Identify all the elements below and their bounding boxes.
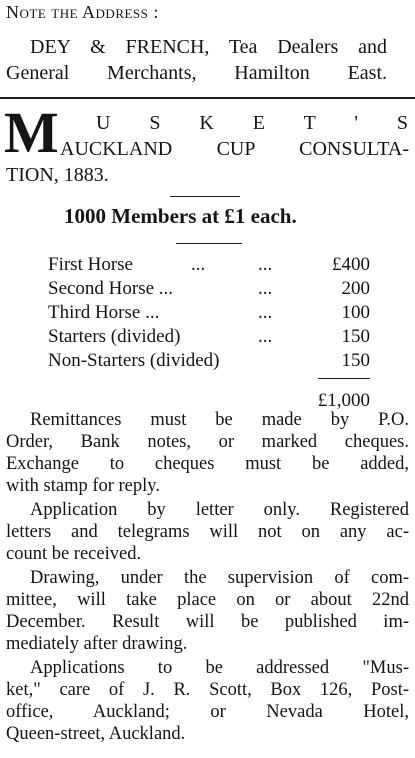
text-line: Order, Bank notes, or marked cheques. [6, 432, 409, 452]
notice-heading: Note the Address : [6, 2, 159, 22]
prize-label: Non-Starters (divided) [48, 350, 220, 371]
prize-value: 100 [341, 302, 370, 323]
title-line-3: TION, 1883. [6, 164, 109, 186]
title-line-2: AUCKLAND CUP CONSULTA- [60, 138, 409, 160]
divider-short-1 [170, 196, 240, 197]
notice-line-2: General Merchants, Hamilton East. [6, 62, 387, 84]
text-line: mittee, will take place on or about 22nd [6, 590, 409, 610]
prize-row [0, 326, 415, 348]
prize-dots: ... [258, 326, 273, 347]
prize-dots: ... [191, 254, 206, 275]
text-line: letters and telegrams will not on any ac- [6, 522, 409, 542]
text-line: Queen-street, Auckland. [6, 724, 186, 744]
prize-row [0, 350, 415, 372]
text-line: Drawing, under the supervision of com- [30, 568, 409, 588]
text-line: Applications to be addressed "Mus- [30, 658, 409, 678]
text-line: Exchange to cheques must be added, [6, 454, 409, 474]
title-spaced: U S K E T ' S [96, 112, 409, 134]
prize-row [0, 254, 415, 276]
notice-line-1: DEY & FRENCH, Tea Dealers and [30, 36, 387, 58]
prize-value: 150 [341, 326, 370, 347]
prize-dots: ... [258, 254, 273, 275]
divider-top [0, 97, 415, 99]
prize-dots: ... [258, 278, 273, 299]
text-line: December. Result will be published im- [6, 612, 409, 632]
drop-cap: M [4, 100, 59, 165]
prize-row [0, 278, 415, 300]
paragraph-application [0, 500, 415, 570]
paragraph-remittance [0, 410, 415, 502]
prize-value: 150 [341, 350, 370, 371]
members-line: 1000 Members at £1 each. [64, 204, 297, 228]
prize-label: Second Horse ... [48, 278, 174, 299]
divider-short-2 [176, 243, 242, 244]
text-line: mediately after drawing. [6, 634, 188, 654]
prize-dots: ... [258, 302, 273, 323]
prize-value: 200 [341, 278, 370, 299]
paragraph-address [0, 658, 415, 754]
prize-value: £400 [332, 254, 370, 275]
paragraph-drawing [0, 568, 415, 660]
prize-label: Starters (divided) [48, 326, 181, 347]
prize-label: First Horse [48, 254, 133, 275]
total-rule [318, 378, 370, 379]
text-line: Application by letter only. Registered [30, 500, 409, 520]
text-line: Remittances must be made by P.O. [30, 410, 409, 430]
text-line: ket," care of J. R. Scott, Box 126, Post- [6, 680, 409, 700]
prize-table [0, 254, 415, 374]
prize-row [0, 302, 415, 324]
text-line: office, Auckland; or Nevada Hotel, [6, 702, 409, 722]
prize-label: Third Horse ... [48, 302, 160, 323]
prize-total: £1,000 [317, 390, 370, 411]
text-line: count be received. [6, 544, 142, 564]
text-line: with stamp for reply. [6, 476, 160, 496]
